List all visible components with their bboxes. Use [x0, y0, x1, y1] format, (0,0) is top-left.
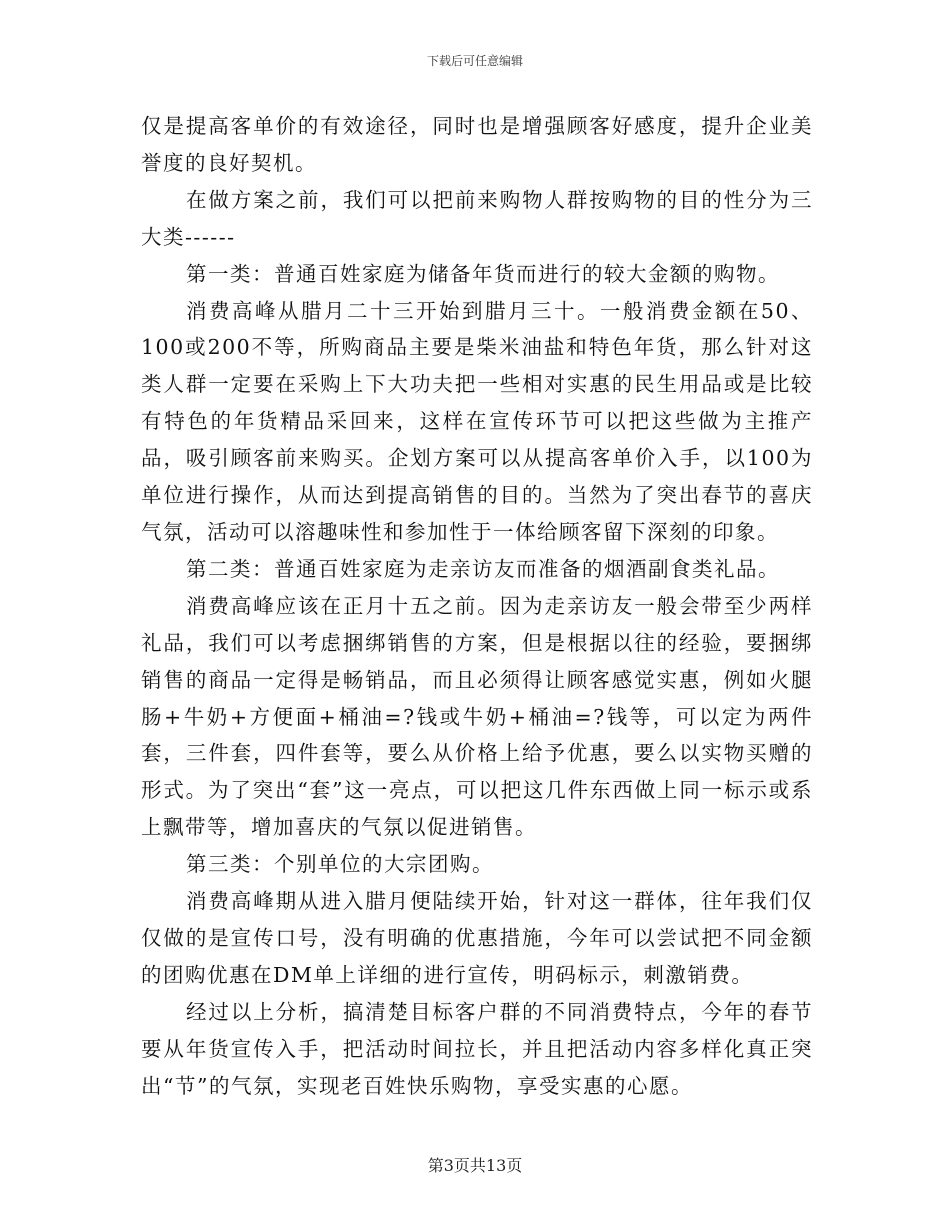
category-1-heading: 第一类：普通百姓家庭为储备年货而进行的较大金额的购物。: [186, 261, 780, 286]
paragraph-continuation: 仅是提高客单价的有效途径，同时也是增强顾客好感度，提升企业美誉度的良好契机。: [141, 114, 813, 175]
category-2-body: 消费高峰应该在正月十五之前。因为走亲访友一般会带至少两样礼品，我们可以考虑捆绑销售的方案，但是根据以往的经验，要捆绑销售的商品一定得是畅销品，而且必须得让顾客感觉实惠，例如火腿肠+牛奶+方便面+桶油=?钱或牛奶+桶油=?钱等，可以定为两件套，三件套，四件套等，要么从价格上给予优惠，要么以实物买赠的形式。为了突出“套”这一亮点，可以把这几件东西做上同一标示或系上飘带等，增加喜庆的气氛以促进销售。: [141, 593, 813, 840]
paragraph-intro: 在做方案之前，我们可以把前来购物人群按购物的目的性分为三大类------: [141, 187, 813, 249]
page-number: 第3页共13页: [427, 1156, 523, 1175]
document-body: [141, 108, 813, 1104]
page-header: 下载后可任意编辑: [426, 54, 523, 68]
category-2-heading: 第二类：普通百姓家庭为走亲访友而准备的烟酒副食类礼品。: [186, 556, 780, 581]
category-3-body: 消费高峰期从进入腊月便陆续开始，针对这一群体，往年我们仅仅做的是宣传口号，没有明确的优惠措施，今年可以尝试把不同金额的团购优惠在DM单上详细的进行宣传，明码标示，刺激销费。: [141, 889, 813, 987]
category-3-heading: 第三类：个别单位的大宗团购。: [186, 852, 494, 877]
category-1-body: 消费高峰从腊月二十三开始到腊月三十。一般消费金额在50、100或200不等，所购商品主要是柴米油盐和特色年货，那么针对这类人群一定要在采购上下大功夫把一些相对实惠的民生用品或是比较有特色的年货精品采回来，这样在宣传环节可以把这些做为主推产品，吸引顾客前来购买。企划方案可以从提高客单价入手，以100为单位进行操作，从而达到提高销售的目的。当然为了突出春节的喜庆气氛，活动可以溶趣味性和参加性于一体给顾客留下深刻的印象。: [141, 298, 813, 544]
paragraph-conclusion: 经过以上分析，搞清楚目标客户群的不同消费特点，今年的春节要从年货宣传入手，把活动时间拉长，并且把活动内容多样化真正突出“节”的气氛，实现老百姓快乐购物，享受实惠的心愿。: [141, 999, 813, 1098]
